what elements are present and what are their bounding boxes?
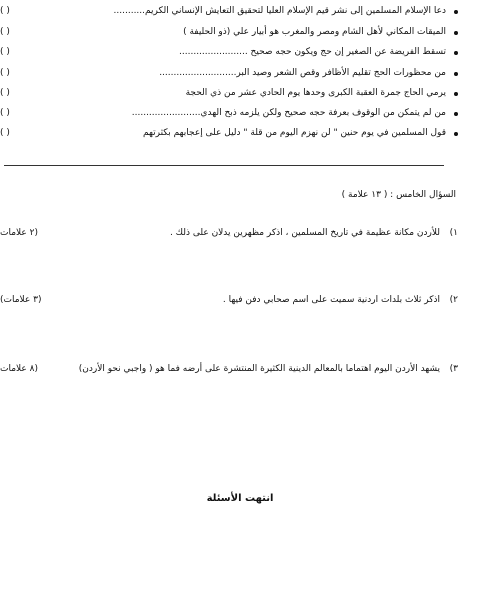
section-divider (4, 165, 444, 166)
answer-paren-3[interactable]: ( ) (0, 47, 10, 57)
question-marks-3: (٨ علامات (0, 364, 38, 374)
statement-1: دعا الإسلام المسلمين إلى نشر قيم الإسلام العليا لتحقيق التعايش الإنساني الكريم........... (113, 6, 446, 16)
question-marks-1: (٢ علامات (0, 228, 38, 238)
question-number-3: ٣) (449, 364, 458, 374)
end-of-questions: انتهت الأسئلة (206, 493, 274, 504)
statement-6: من لم يتمكن من الوقوف بعرفة حجه صحيح ولكن يلزمه ذبح الهدي........................ (131, 108, 446, 118)
answer-paren-2[interactable]: ( ) (0, 27, 10, 37)
statement-4: من محظورات الحج تقليم الأظافر وقص الشعر وصيد البر........................... (159, 68, 446, 78)
question-text-2: اذكر ثلاث بلدات اردنية سميت على اسم صحابي دفن فيها . (222, 295, 440, 305)
question-text-3: يشهد الأردن اليوم اهتماما بالمعالم الدينية الكثيرة المنتشرة على أرضه فما هو ( واجبي نحو الأردن) (78, 364, 440, 374)
bullet-icon (454, 10, 458, 14)
answer-paren-7[interactable]: ( ) (0, 128, 10, 138)
section-title: السؤال الخامس : ( ١٣ علامة ) (341, 190, 456, 200)
bullet-icon (454, 31, 458, 35)
answer-paren-6[interactable]: ( ) (0, 108, 10, 118)
bullet-icon (454, 132, 458, 136)
statement-2: الميقات المكاني لأهل الشام ومصر والمغرب هو أبيار علي (ذو الحليفة ) (183, 27, 446, 37)
question-number-2: ٢) (449, 295, 458, 305)
bullet-icon (454, 92, 458, 96)
statement-3: تسقط الفريضة عن الصغير إن حج ويكون حجه صحيح ........................ (179, 47, 446, 57)
answer-paren-5[interactable]: ( ) (0, 88, 10, 98)
statement-5: يرمي الحاج جمرة العقبة الكبرى وحدها يوم الحادي عشر من ذي الحجة (185, 88, 446, 98)
statement-7: قول المسلمين في يوم حنين " لن نهزم اليوم من قلة " دليل على إعجابهم بكثرتهم (142, 128, 446, 138)
bullet-icon (454, 72, 458, 76)
bullet-icon (454, 51, 458, 55)
question-marks-2: (٣ علامات) (0, 295, 42, 305)
question-text-1: للأردن مكانة عظيمة في تاريخ المسلمين ، اذكر مظهرين يدلان على ذلك . (169, 228, 440, 238)
answer-paren-1[interactable]: ( ) (0, 6, 10, 16)
bullet-icon (454, 112, 458, 116)
answer-paren-4[interactable]: ( ) (0, 68, 10, 78)
question-number-1: ١) (449, 228, 458, 238)
